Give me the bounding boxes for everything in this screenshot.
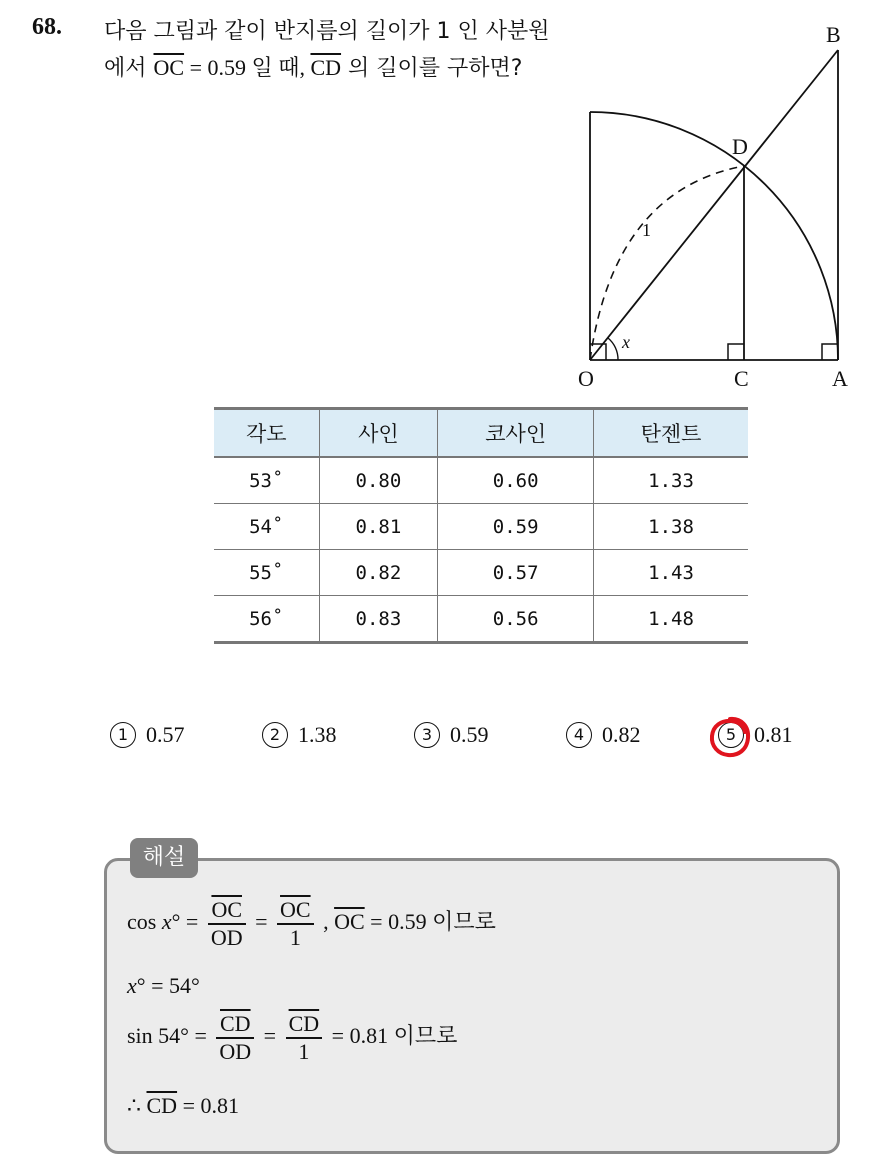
table-cell: 1.43 (594, 550, 748, 596)
table-cell: 0.83 (319, 596, 438, 643)
choice-number: 3 (414, 722, 440, 748)
degree-sign: ° (171, 909, 181, 935)
therefore-sign: ∴ (127, 1093, 147, 1118)
label-d: D (732, 134, 748, 159)
table-cell: 0.60 (438, 457, 594, 504)
question-text-part2: = 0.59 일 때, (184, 55, 311, 80)
choice-number: 5 (718, 722, 744, 748)
segment-oc: $\overline{OC}$ (153, 55, 185, 80)
label-a: A (832, 366, 848, 391)
comma: , (323, 909, 335, 935)
label-c: C (734, 366, 749, 391)
header-cosine: 코사인 (438, 409, 594, 458)
cd-value: = 0.81 (177, 1093, 239, 1118)
choice-value: 0.82 (602, 722, 641, 747)
x-value: ° = 54° (136, 973, 200, 998)
segment-cd: $\overline{CD}$ (146, 1093, 178, 1118)
angle-x-arc (608, 338, 618, 360)
table-cell: 55˚ (214, 550, 319, 596)
text-imuro: 이므로 (393, 1024, 458, 1050)
sin-value: = 0.81 (331, 1023, 394, 1049)
variable-x: x (161, 909, 172, 935)
explanation-line-1 (127, 897, 496, 951)
table-cell: 0.81 (319, 504, 438, 550)
line-ob (590, 50, 838, 360)
answer-choices (110, 722, 830, 758)
explanation-tag: 해설 (130, 838, 198, 878)
equals-sign: = (263, 1023, 277, 1049)
trig-table (214, 407, 748, 644)
table-cell: 56˚ (214, 596, 319, 643)
table-cell: 1.38 (594, 504, 748, 550)
numerator-oc: $\overline{OC}$ (211, 897, 242, 922)
question-text-part1: 다음 그림과 같이 반지름의 길이가 1 인 사분원에서 (104, 19, 550, 81)
choice-value: 0.57 (146, 722, 185, 747)
question-text (104, 14, 554, 87)
choice-1[interactable] (110, 722, 185, 748)
header-angle: 각도 (214, 409, 319, 458)
choice-2[interactable] (262, 722, 337, 748)
explanation-box (104, 858, 840, 1154)
denominator-od: OD (216, 1037, 254, 1065)
label-angle-x: x (622, 332, 630, 352)
table-cell: 0.82 (319, 550, 438, 596)
equals-sign: = (255, 909, 268, 935)
choice-value: 1.38 (298, 722, 337, 747)
choice-number: 1 (110, 722, 136, 748)
quarter-arc (590, 112, 838, 360)
segment-oc: $\overline{OC}$ (334, 909, 365, 935)
choice-3[interactable] (414, 722, 489, 748)
choice-number: 4 (566, 722, 592, 748)
choice-value: 0.81 (754, 722, 793, 747)
right-angle-a (822, 344, 838, 360)
table-cell: 0.59 (438, 504, 594, 550)
segment-cd: $\overline{CD}$ (310, 55, 342, 80)
right-angle-c (728, 344, 744, 360)
label-b: B (826, 22, 841, 47)
fraction-cd-1 (286, 1011, 323, 1065)
table-row (214, 504, 748, 550)
choice-4[interactable] (566, 722, 641, 748)
denominator-one: 1 (286, 1037, 323, 1065)
explanation-line-4 (127, 1093, 239, 1119)
choice-number: 2 (262, 722, 288, 748)
header-tangent: 탄젠트 (594, 409, 748, 458)
table-cell: 0.56 (438, 596, 594, 643)
header-sine: 사인 (319, 409, 438, 458)
denominator-one: 1 (277, 923, 314, 951)
fraction-cd-od (216, 1011, 254, 1065)
label-radius-1: 1 (642, 220, 651, 240)
label-o: O (578, 366, 594, 391)
text-imuro: 이므로 (432, 910, 496, 936)
variable-x: x (127, 973, 137, 998)
table-cell: 1.33 (594, 457, 748, 504)
question-number: 68. (32, 14, 62, 40)
explanation-line-2 (127, 973, 200, 999)
table-header-row (214, 409, 748, 458)
numerator-cd: $\overline{CD}$ (220, 1011, 251, 1036)
denominator-od: OD (208, 923, 246, 951)
table-row (214, 457, 748, 504)
numerator-oc: $\overline{OC}$ (280, 897, 311, 922)
table-row (214, 550, 748, 596)
equals-sign: = (185, 909, 199, 935)
answer-circle-mark-icon (706, 714, 754, 762)
table-cell: 53˚ (214, 457, 319, 504)
table-cell: 1.48 (594, 596, 748, 643)
question-text-part3: 의 길이를 구하면? (341, 56, 523, 81)
quarter-circle-diagram (570, 14, 870, 394)
oc-value: = 0.59 (364, 909, 433, 935)
table-cell: 0.57 (438, 550, 594, 596)
explanation-line-3 (127, 1011, 457, 1065)
table-row (214, 596, 748, 643)
cos-label: cos (127, 909, 157, 935)
fraction-oc-od (208, 897, 246, 951)
table-cell: 0.80 (319, 457, 438, 504)
sin-54: sin 54° = (127, 1023, 207, 1049)
choice-value: 0.59 (450, 722, 489, 747)
fraction-oc-1 (277, 897, 314, 951)
numerator-cd: $\overline{CD}$ (288, 1011, 320, 1036)
table-cell: 54˚ (214, 504, 319, 550)
